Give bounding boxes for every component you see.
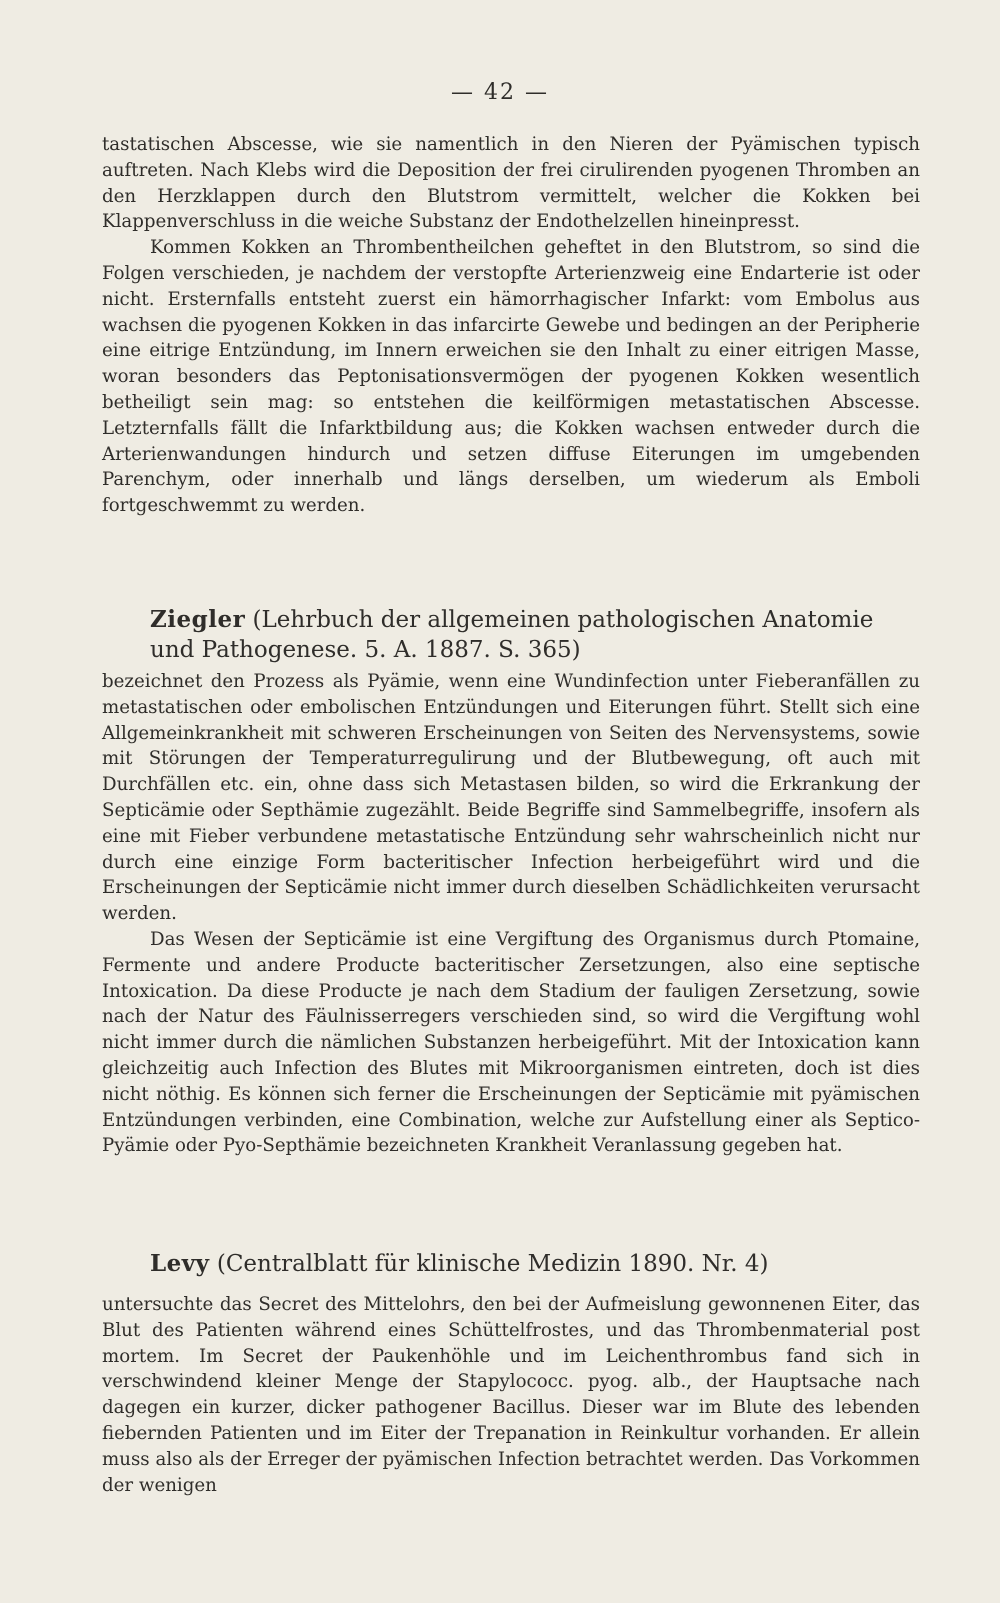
heading-citation: (Lehrbuch der allgemeinen pathologischen Anatomie und Pathogenese. 5. A. 1887. S. 365)	[150, 607, 874, 663]
section-2-body	[102, 669, 920, 1159]
paragraph: tastatischen Abscesse, wie sie namentlich in den Nieren der Pyämischen typisch auftreten. Nach Klebs wird die Deposition der frei cirulirenden pyogenen Thromben an den Herzklappen durch den Blutstrom vermittelt, welcher die Kokken bei Klappenverschluss in die weiche Substanz der Endothelzellen hineinpresst.	[102, 134, 920, 233]
section-1-body	[102, 132, 920, 519]
paragraph: Kommen Kokken an Thrombentheilchen geheftet in den Blutstrom, so sind die Folgen verschieden, je nachdem der verstopfte Arterienzweig eine Endarterie ist oder nicht. Ersternfalls entsteht zuerst ein hämorrhagischer Infarkt: vom Embolus aus wachsen die pyogenen Kokken in das infarcirte Gewebe und bedingen an der Peripherie eine eitrige Entzündung, im Innern erweichen sie den Inhalt zu einer eitrigen Masse, woran besonders das Peptonisationsvermögen der pyogenen Kokken wesentlich betheiligt sein mag: so entstehen die keilförmigen metastatischen Abscesse. Letzternfalls fällt die Infarktbildung aus; die Kokken wachsen entweder durch die Arterienwandungen hindurch und setzen diffuse Eiterungen im umgebenden Parenchym, oder innerhalb und längs derselben, um wiederum als Emboli fortgeschwemmt zu werden.	[102, 237, 920, 517]
paragraph: untersuchte das Secret des Mittelohrs, den bei der Aufmeislung gewonnenen Eiter, das Blut des Patienten während eines Schüttelfrostes, und das Thrombenmaterial post mortem. Im Secret der Paukenhöhle und im Leichenthrombus fand sich in verschwindend kleiner Menge der Stapylococc. pyog. alb., der Hauptsache nach dagegen ein kurzer, dicker pathogener Bacillus. Dieser war im Blute des lebenden fiebernden Patienten und im Eiter der Trepanation in Reinkultur vorhanden. Er allein muss also als der Erreger der pyämischen Infection betrachtet werden. Das Vorkommen der wenigen	[102, 1294, 920, 1496]
page-number: — 42 —	[451, 80, 549, 105]
section-heading-levy	[150, 1249, 920, 1279]
heading-author: Levy	[150, 1250, 210, 1277]
paragraph: bezeichnet den Prozess als Pyämie, wenn eine Wundinfection unter Fieberanfällen zu metastatischen oder embolischen Entzündungen und Eiterungen führt. Stellt sich eine Allgemeinkrankheit mit schweren Erscheinungen von Seiten des Nervensystems, sowie mit Störungen der Temperaturregulirung und der Blutbewegung, oft auch mit Durchfällen etc. ein, ohne dass sich Metastasen bilden, so wird die Erkrankung der Septicämie oder Septhämie zugezählt. Beide Begriffe sind Sammelbegriffe, insofern als eine mit Fieber verbundene metastatische Entzündung sehr wahrscheinlich nicht nur durch eine einzige Form bacteritischer Infection herbeigeführt wird und die Erscheinungen der Septicämie nicht immer durch dieselben Schädlichkeiten verursacht werden.	[102, 671, 920, 925]
section-heading-ziegler	[150, 605, 920, 665]
paragraph: Das Wesen der Septicämie ist eine Vergiftung des Organismus durch Ptomaine, Fermente und andere Producte bacteritischer Zersetzungen, also eine septische Intoxication. Da diese Producte je nach dem Stadium der fauligen Zersetzung, sowie nach der Natur des Fäulnisserregers verschieden sind, so wird die Vergiftung wohl nicht immer durch die nämlichen Substanzen herbeigeführt. Mit der Intoxication kann gleichzeitig auch Infection des Blutes mit Mikroorganismen eintreten, doch ist dies nicht nöthig. Es können sich ferner die Erscheinungen der Septicämie mit pyämischen Entzündungen verbinden, eine Combination, welche zur Aufstellung einer als Septico-Pyämie oder Pyo-Septhämie bezeichneten Krankheit Veranlassung gegeben hat.	[102, 928, 920, 1157]
section-3-body	[102, 1292, 920, 1498]
heading-author: Ziegler	[150, 606, 246, 633]
heading-citation: (Centralblatt für klinische Medizin 1890. Nr. 4)	[216, 1251, 769, 1277]
